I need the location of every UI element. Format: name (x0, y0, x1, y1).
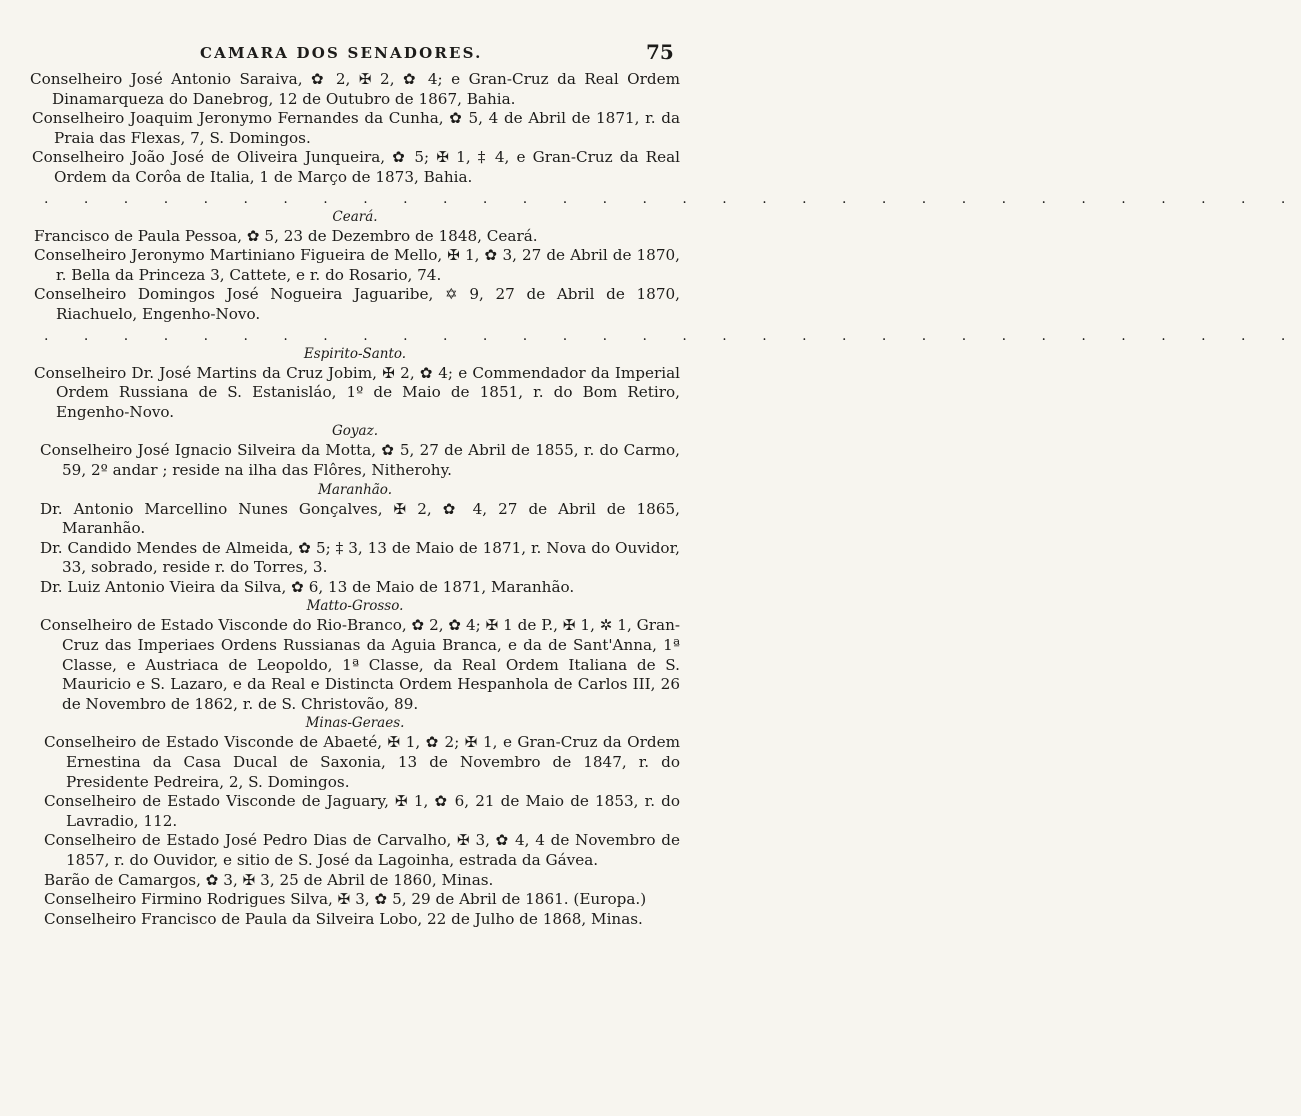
header-title: CAMARA DOS SENADORES. (200, 44, 483, 62)
entry-espirito-santo-1: Conselheiro Dr. José Martins da Cruz Jobim, ✠ 2, ✿ 4; e Commendador da Imperial Ordem Russiana de S. Estanisláo, 1º de Maio de 1851, r. do Bom Retiro, Engenho-Novo. (34, 363, 680, 421)
separator-dots: . . . . . . . . . . . . . . . . . . . . . . . . . . . . . . . . (44, 190, 1301, 207)
entry-maranhao-1: Dr. Antonio Marcellino Nunes Gonçalves, ✠ 2, ✿ 4, 27 de Abril de 1865, Maranhão. (40, 499, 680, 538)
entry-minas-geraes-4: Barão de Camargos, ✿ 3, ✠ 3, 25 de Abril de 1860, Minas. (44, 870, 494, 889)
entry-goyaz-1: Conselheiro José Ignacio Silveira da Motta, ✿ 5, 27 de Abril de 1855, r. do Carmo, 59, 2º andar ; reside na ilha das Flôres, Nitherohy. (40, 441, 680, 479)
separator-dots: . . . . . . . . . . . . . . . . . . . . . . . . . . . . . . . . (44, 327, 1301, 344)
entry-minas-geraes-3: Conselheiro de Estado José Pedro Dias de Carvalho, ✠ 3, ✿ 4, 4 de Novembro de 1857, r. do Ouvidor, e sitio de S. José da Lagoinha, estrada da Gávea. (44, 831, 680, 869)
page-content (30, 70, 1301, 929)
section-heading-goyaz: Goyaz. (332, 423, 378, 440)
page-header (0, 40, 725, 68)
entry-bahia-1: Conselheiro José Antonio Saraiva, ✿ 2, ✠ 2, ✿ 4; e Gran-Cruz da Real Ordem Dinamarqueza do Danebrog, 12 de Outubro de 1867, Bahia. (30, 70, 680, 108)
entry-bahia-3: Conselheiro João José de Oliveira Junqueira, ✿ 5; ✠ 1, ‡ 4, e Gran-Cruz da Real Ordem da Corôa de Italia, 1 de Março de 1873, Bahia. (32, 148, 680, 186)
entry-maranhao-3: Dr. Luiz Antonio Vieira da Silva, ✿ 6, 13 de Maio de 1871, Maranhão. (40, 577, 575, 596)
entry-minas-geraes-2: Conselheiro de Estado Visconde de Jaguary, ✠ 1, ✿ 6, 21 de Maio de 1853, r. do Lavradio, 112. (44, 792, 680, 830)
entry-ceara-3: Conselheiro Domingos José Nogueira Jaguaribe, ✡ 9, 27 de Abril de 1870, Riachuelo, Engenho-Novo. (34, 285, 680, 323)
section-heading-minas-geraes: Minas-Geraes. (305, 715, 405, 732)
entry-minas-geraes-6: Conselheiro Francisco de Paula da Silveira Lobo, 22 de Julho de 1868, Minas. (44, 909, 643, 928)
entry-minas-geraes-5: Conselheiro Firmino Rodrigues Silva, ✠ 3, ✿ 5, 29 de Abril de 1861. (Europa.) (44, 890, 647, 909)
entry-ceara-2: Conselheiro Jeronymo Martiniano Figueira de Mello, ✠ 1, ✿ 3, 27 de Abril de 1870, r. Bella da Princeza 3, Cattete, e r. do Rosario, 74. (34, 246, 680, 284)
entry-ceara-1: Francisco de Paula Pessoa, ✿ 5, 23 de Dezembro de 1848, Ceará. (34, 226, 538, 245)
section-heading-ceara: Ceará. (332, 208, 378, 225)
section-heading-matto-grosso: Matto-Grosso. (306, 598, 404, 615)
entry-maranhao-2: Dr. Candido Mendes de Almeida, ✿ 5; ‡ 3, 13 de Maio de 1871, r. Nova do Ouvidor, 33, sobrado, reside r. do Torres, 3. (40, 538, 680, 577)
page-number: 75 (646, 40, 674, 64)
section-heading-espirito-santo: Espirito-Santo. (303, 345, 407, 362)
entry-bahia-2: Conselheiro Joaquim Jeronymo Fernandes da Cunha, ✿ 5, 4 de Abril de 1871, r. da Praia das Flexas, 7, S. Domingos. (32, 109, 680, 147)
section-heading-maranhao: Maranhão. (318, 481, 392, 498)
entry-minas-geraes-1: Conselheiro de Estado Visconde de Abaeté, ✠ 1, ✿ 2; ✠ 1, e Gran-Cruz da Ordem Ernestina da Casa Ducal de Saxonia, 13 de Novembro de 1847, r. do Presidente Pedreira, 2, S. Domingos. (44, 733, 680, 791)
entry-matto-grosso-1: Conselheiro de Estado Visconde do Rio-Branco, ✿ 2, ✿ 4; ✠ 1 de P., ✠ 1, ✲ 1, Gran-Cruz das Imperiaes Ordens Russianas da Aguia Branca, e da de Sant'Anna, 1ª Classe, e Austriaca de Leopoldo, 1ª Classe, da Real Ordem Italiana de S. Mauricio e S. Lazaro, e da Real e Distincta Ordem Hespanhola de Carlos III, 26 de Novembro de 1862, r. de S. Christovão, 89. (40, 616, 680, 713)
